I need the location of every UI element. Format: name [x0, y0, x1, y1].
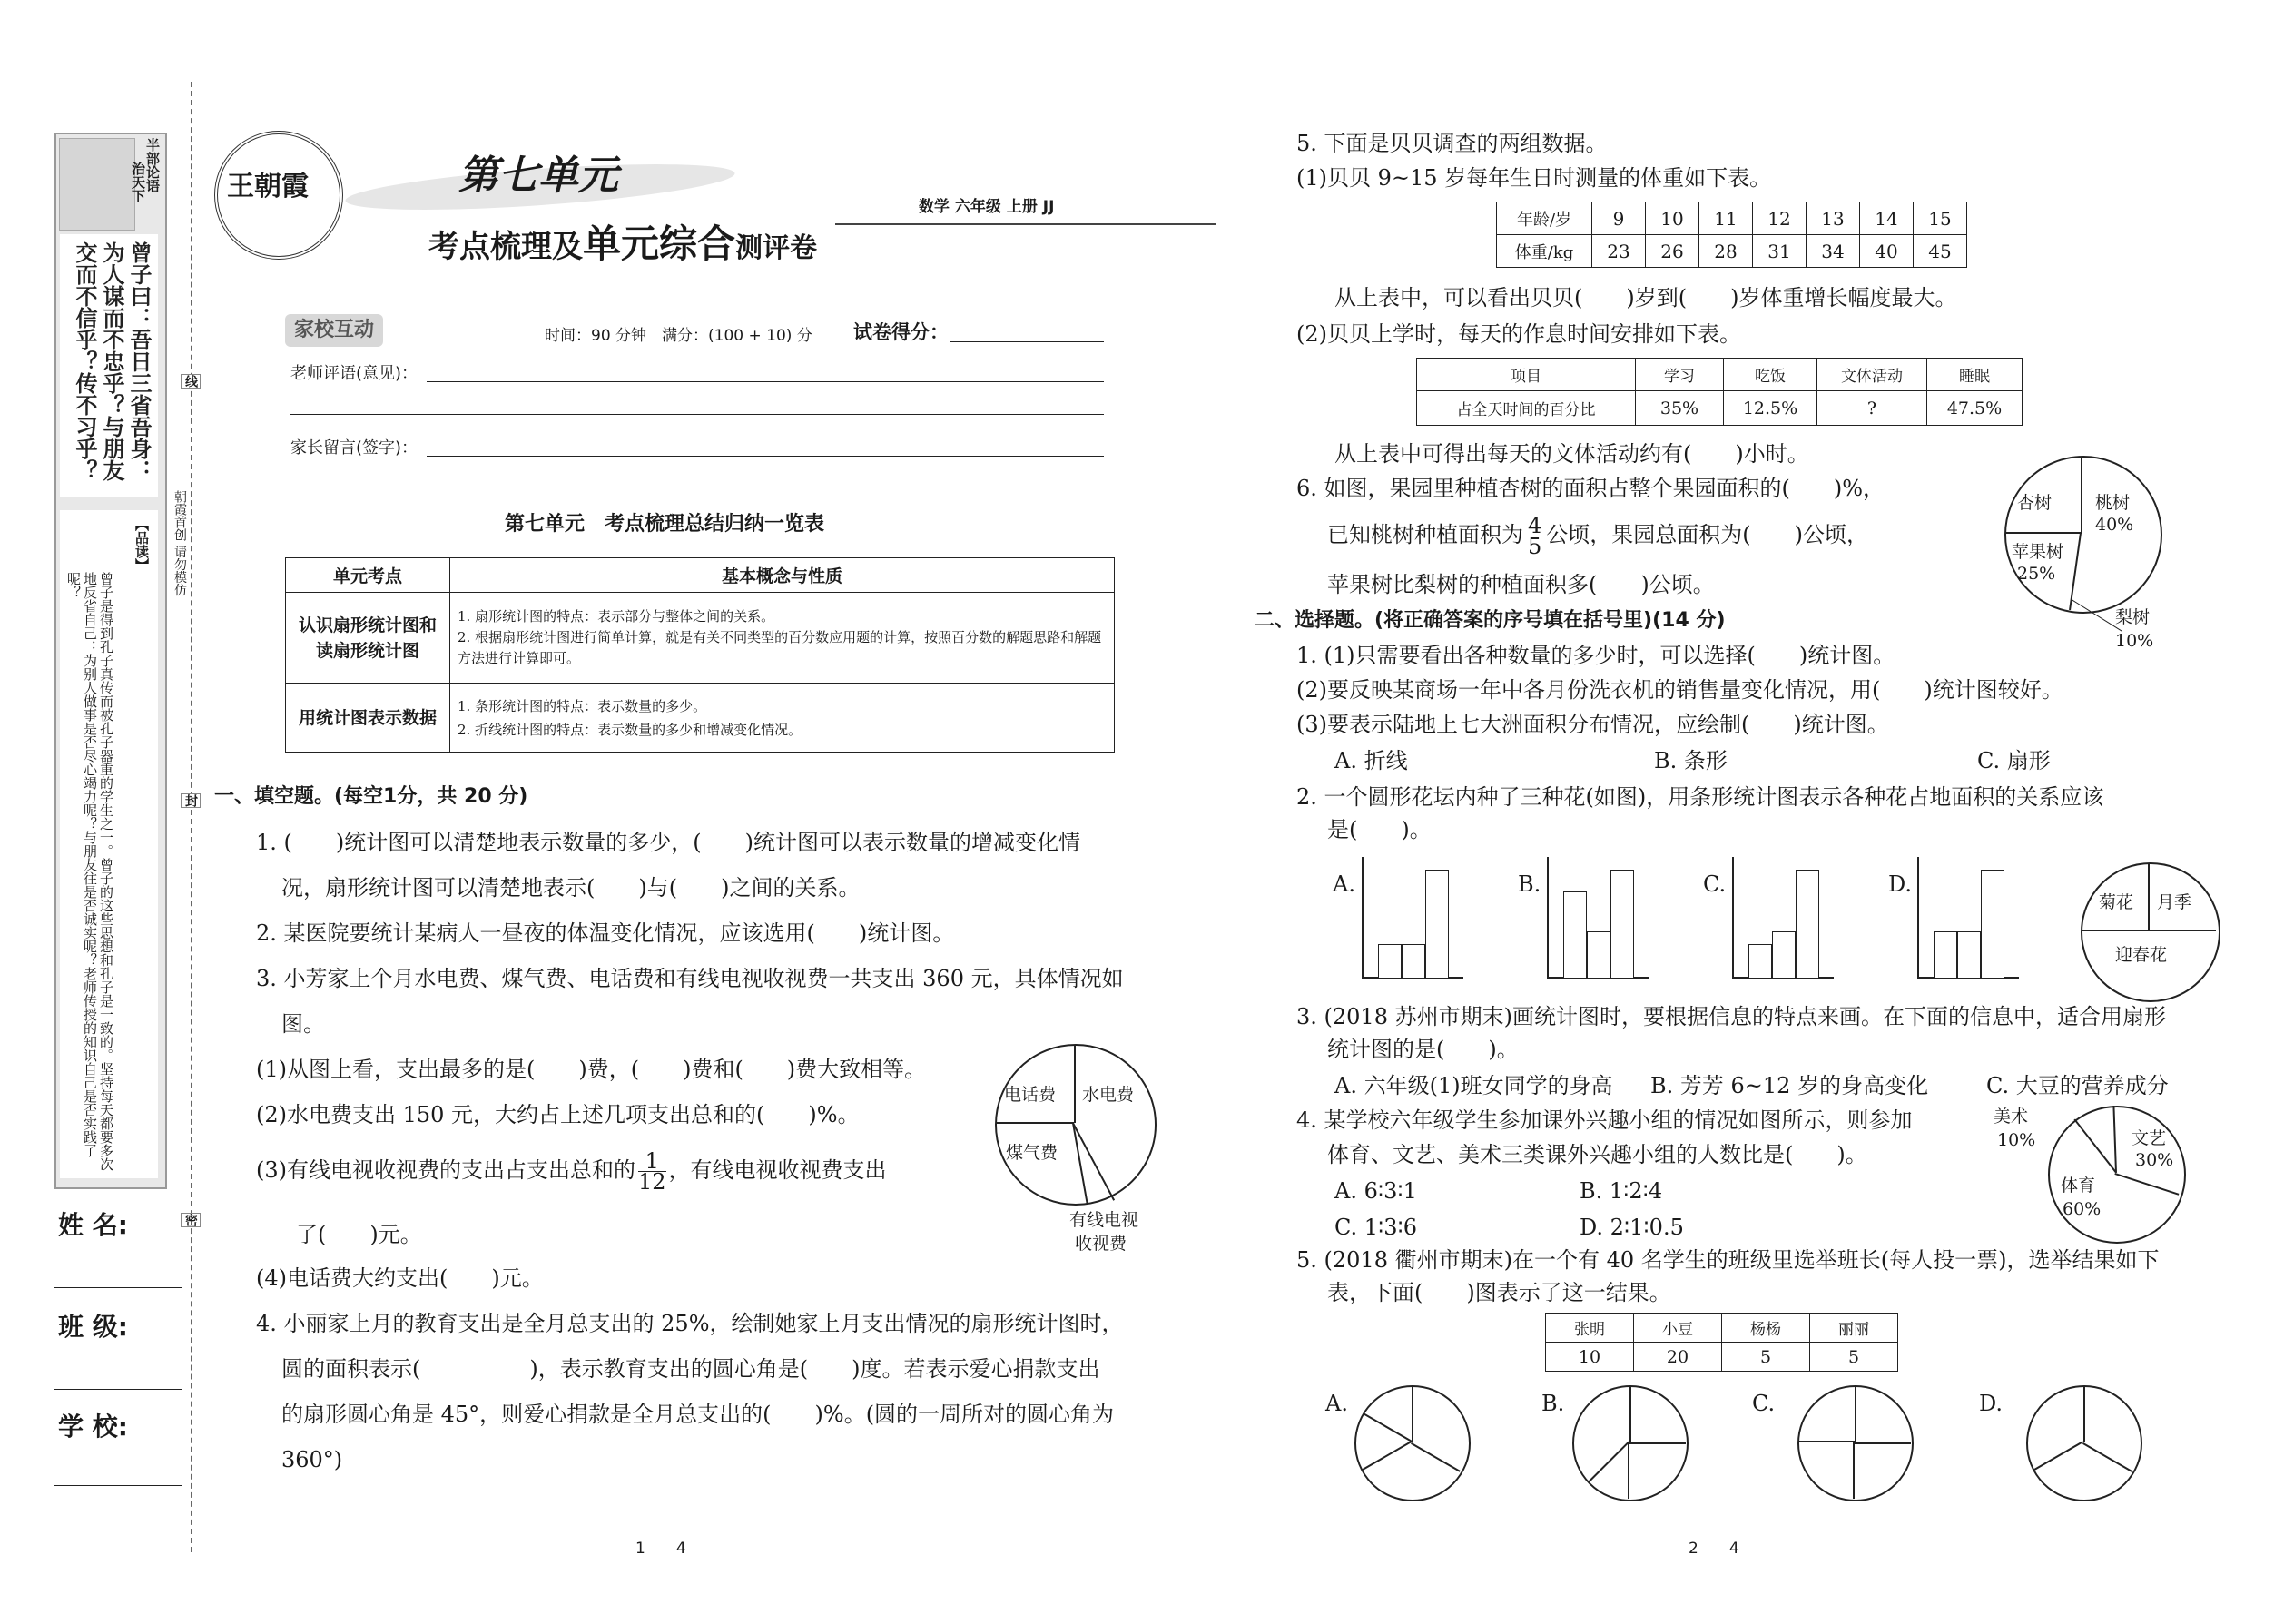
q4-line-2: 圆的面积表示( )，表示教育支出的圆心角是( )度。若表示爱心捐款支出 — [281, 1356, 1100, 1382]
teacher-comment-label: 老师评语(意见)： — [290, 364, 418, 383]
weight-cell: 45 — [1914, 235, 1967, 268]
schedule-header: 项目 — [1417, 359, 1636, 391]
q6-pie-label-pear-pct: 10% — [2115, 631, 2154, 651]
score-label: 试卷得分： — [853, 321, 949, 343]
c2-label-c: C. — [1703, 871, 1727, 897]
c5-line-2: 表，下面( )图表示了这一结果。 — [1327, 1280, 1671, 1305]
q3-pie-label-water: 水电费 — [1082, 1085, 1135, 1105]
q4-line-4: 360°) — [281, 1447, 343, 1472]
schedule-header: 睡眠 — [1927, 359, 2023, 391]
unit-title: 第七单元 — [458, 153, 618, 199]
schedule-value: 12.5% — [1724, 391, 1817, 426]
c2-chart-bar — [1957, 931, 1981, 979]
vote-count: 5 — [1810, 1343, 1898, 1372]
c5-pie-divider — [2083, 1386, 2085, 1442]
summary-item-1-2: 2. 根据扇形统计图进行简单计算，就是有关不同类型的百分数应用题的计算，按照百分数的解题思路和解题方法进行计算即可。 — [458, 629, 1102, 666]
q5-part-2-answer: 从上表中可得出每天的文体活动约有( )小时。 — [1334, 441, 1809, 467]
c2-chart-bar — [1748, 944, 1772, 979]
q3-part-3 — [256, 1146, 887, 1195]
q6-line-2-b: 公顷，果园总面积为( )公顷， — [1546, 522, 1869, 547]
q5-part-1: (1)贝贝 9~15 岁每年生日时测量的体重如下表。 — [1296, 165, 1772, 191]
summary-cell-2 — [450, 684, 1115, 753]
summary-table — [285, 557, 1115, 753]
age-cell: 13 — [1807, 202, 1860, 235]
c2-pie-chart — [2081, 862, 2220, 1002]
schedule-value: 35% — [1636, 391, 1724, 426]
c2-line-2: 是( )。 — [1327, 817, 1432, 842]
c4-pie-label-art-pct: 10% — [1997, 1130, 2036, 1150]
schedule-header: 文体活动 — [1817, 359, 1927, 391]
q3-pie-label-cable-1: 有线电视 — [1069, 1210, 1139, 1230]
vote-name: 杨杨 — [1722, 1314, 1810, 1343]
q3-pie-label-gas: 煤气费 — [1006, 1143, 1058, 1163]
c2-chart-bar — [1378, 944, 1402, 979]
c4-pie-label-arts: 文艺 — [2132, 1128, 2167, 1148]
c3-option-b: B. 芳芳 6~12 岁的身高变化 — [1650, 1073, 1929, 1098]
schedule-value: ? — [1817, 391, 1927, 426]
q3-pie-divider-v — [1074, 1045, 1076, 1123]
c2-pie-label-jasmine: 迎春花 — [2115, 945, 2168, 965]
c4-option-a: A. 6∶3∶1 — [1334, 1178, 1417, 1204]
score-field[interactable] — [950, 341, 1104, 342]
c2-pie-label-rose: 月季 — [2157, 892, 2192, 912]
subtitle-a: 考点梳理及 — [428, 229, 583, 265]
c2-label-d: D. — [1888, 871, 1913, 897]
parent-comment-label: 家长留言(签字)： — [290, 438, 418, 458]
summary-item-1-1: 1. 扇形统计图的特点：表示部分与整体之间的关系。 — [458, 608, 775, 625]
weight-cell: 34 — [1807, 235, 1860, 268]
header-tag-line — [835, 223, 1216, 225]
grade-tag: 数学 六年级 上册 JJ — [919, 198, 1055, 216]
c4-option-c: C. 1∶3∶6 — [1334, 1215, 1418, 1240]
q6-pie-label-apricot: 杏树 — [2017, 493, 2053, 513]
q6-pie-label-apple-pct: 25% — [2017, 564, 2056, 584]
q3-part-2: (2)水电费支出 150 元，大约占上述几项支出总和的( )%。 — [256, 1102, 860, 1127]
q6-pie-label-peach-pct: 40% — [2095, 515, 2134, 535]
q3-part-3-b: ，有线电视收视费支出 — [668, 1157, 887, 1183]
c5-pie-divider — [1798, 1441, 1855, 1442]
weight-table — [1496, 202, 1967, 268]
schedule-header: 学习 — [1636, 359, 1724, 391]
c1-part-3: (3)要表示陆地上七大洲面积分布情况，应绘制( )统计图。 — [1296, 712, 1889, 737]
cut-mark-3: 密 — [181, 1213, 201, 1227]
c1-option-c: C. 扇形 — [1977, 748, 2051, 773]
name-field[interactable] — [54, 1287, 182, 1288]
q5-part-2: (2)贝贝上学时，每天的作息时间安排如下表。 — [1296, 321, 1741, 347]
c2-chart-bar — [1610, 870, 1634, 979]
time-info: 时间：90 分钟 满分：(100 + 10) 分 — [545, 327, 812, 345]
sidebar-reading-label: 【品读】 — [133, 517, 150, 572]
c2-label-b: B. — [1518, 871, 1541, 897]
summary-cell-1 — [450, 593, 1115, 684]
q4-line-3: 的扇形圆心角是 45°，则爱心捐款是全月总支出的( )%。(圆的一周所对的圆心角为 — [281, 1402, 1115, 1427]
c5-pie-divider — [1855, 1386, 1856, 1442]
school-field[interactable] — [54, 1485, 182, 1486]
schedule-table — [1416, 358, 2023, 426]
footer-left: 1 4 — [635, 1540, 686, 1558]
q6-pie-label-pear: 梨树 — [2115, 607, 2151, 627]
q3-part-1: (1)从图上看，支出最多的是( )费，( )费和( )费大致相等。 — [256, 1057, 927, 1082]
c4-option-d: D. 2∶1∶0.5 — [1580, 1215, 1684, 1240]
sidebar-seal-2: 治天下 — [130, 162, 146, 202]
q6-line-2-a: 已知桃树种植面积为 — [1327, 522, 1523, 547]
c5-pie-divider — [1629, 1386, 1631, 1442]
q6-pie-divider-v — [2081, 457, 2082, 533]
c2-chart-bar — [1772, 931, 1796, 979]
c2-pie-label-chrysanthemum: 菊花 — [2099, 892, 2134, 912]
c4-pie-label-sports-pct: 60% — [2063, 1199, 2102, 1219]
q3-pie-label-cable-2: 收视费 — [1075, 1234, 1127, 1254]
c2-chart-bar — [1587, 931, 1610, 979]
dashed-margin-line — [191, 82, 192, 1552]
summary-title: 第七单元 考点梳理总结归纳一览表 — [505, 513, 825, 536]
c5-pie-divider — [1628, 1442, 1629, 1499]
parent-comment-line[interactable] — [427, 456, 1104, 457]
teacher-comment-line-2[interactable] — [290, 414, 1104, 415]
home-school-badge: 家校互动 — [285, 314, 383, 347]
vote-name: 丽丽 — [1810, 1314, 1898, 1343]
subtitle-c: 测评卷 — [735, 232, 818, 264]
fraction-numerator: 4 — [1528, 513, 1542, 538]
vote-count: 20 — [1634, 1343, 1722, 1372]
c3-option-a: A. 六年级(1)班女同学的身高 — [1334, 1073, 1613, 1098]
q1-line-2: 况，扇形统计图可以清楚地表示( )与( )之间的关系。 — [281, 875, 861, 901]
c3-line-1: 3. (2018 苏州市期末)画统计图时，要根据信息的特点来画。在下面的信息中，适合用扇形 — [1296, 1004, 2166, 1029]
q3-line-1: 3. 小芳家上个月水电费、煤气费、电话费和有线电视收视费一共支出 360 元，具体情况如 — [256, 966, 1124, 991]
weight-cell: 28 — [1699, 235, 1753, 268]
vote-table — [1545, 1313, 1898, 1372]
q3-part-3-c: 了( )元。 — [296, 1222, 422, 1247]
school-label: 学 校: — [58, 1412, 128, 1442]
section1-heading: 一、填空题。(每空1分，共 20 分) — [214, 785, 528, 808]
sidebar-portrait — [59, 138, 135, 231]
q6-line-3: 苹果树比梨树的种植面积多( )公顷。 — [1327, 572, 1715, 597]
vote-count: 5 — [1722, 1343, 1810, 1372]
c2-pie-divider-v — [2148, 863, 2150, 930]
schedule-row-label: 占全天时间的百分比 — [1417, 391, 1636, 426]
q1-line-1: 1. ( )统计图可以清楚地表示数量的多少，( )统计图可以表示数量的增减变化情 — [256, 830, 1080, 855]
q3-part-4: (4)电话费大约支出( )元。 — [256, 1265, 544, 1291]
q6-pie-label-apple: 苹果树 — [2012, 542, 2064, 562]
c5-label-a: A. — [1325, 1391, 1348, 1416]
sidebar-quote: 曾子曰：吾日三省吾身：为人谋而不忠乎？与朋友交而不信乎？传不习乎？ — [72, 241, 152, 481]
c5-pie-divider — [1629, 1442, 1686, 1444]
class-label: 班 级: — [58, 1312, 128, 1342]
q5-intro: 5. 下面是贝贝调查的两组数据。 — [1296, 131, 1608, 156]
c4-line-1: 4. 某学校六年级学生参加课外兴趣小组的情况如图所示，则参加 — [1296, 1107, 1913, 1133]
summary-item-2-2: 2. 折线统计图的特点：表示数量的多少和增减变化情况。 — [458, 721, 802, 738]
c2-chart-bar — [1402, 944, 1425, 979]
sidebar-side-note: 朝霞首创 请勿模仿 — [172, 490, 187, 596]
q6-pie-chart — [2004, 456, 2162, 614]
c5-pie-divider — [1855, 1442, 1911, 1444]
summary-topic-1: 认识扇形统计图和读扇形统计图 — [286, 593, 450, 684]
c1-part-1: 1. (1)只需要看出各种数量的多少时，可以选择( )统计图。 — [1296, 643, 1895, 668]
c4-option-b: B. 1∶2∶4 — [1580, 1178, 1663, 1204]
c2-chart-bar — [1934, 931, 1957, 979]
c5-pie-divider — [1412, 1386, 1413, 1442]
section2-heading: 二、选择题。(将正确答案的序号填在括号里)(14 分) — [1255, 609, 1726, 632]
age-cell: 10 — [1646, 202, 1699, 235]
q6-pie-divider-h — [2005, 532, 2082, 534]
c2-chart-bar — [1981, 870, 2004, 979]
c4-pie-label-sports: 体育 — [2061, 1176, 2096, 1196]
sidebar-seal-1: 半部论语 — [144, 138, 161, 192]
q2: 2. 某医院要统计某病人一昼夜的体温变化情况，应该选用( )统计图。 — [256, 920, 955, 946]
schedule-header: 吃饭 — [1724, 359, 1817, 391]
q6-line-2 — [1327, 510, 1868, 559]
fraction-numerator: 1 — [638, 1151, 666, 1172]
age-cell: 14 — [1860, 202, 1914, 235]
c2-chart-bar — [1796, 870, 1819, 979]
summary-col1: 单元考点 — [286, 558, 450, 593]
brand-name: 王朝霞 — [227, 171, 309, 202]
fraction-denominator: 5 — [1528, 534, 1542, 559]
q3-part-3-a: (3)有线电视收视费的支出占支出总和的 — [256, 1157, 635, 1183]
weight-row1-label: 年龄/岁 — [1497, 202, 1592, 235]
q3-pie-chart — [995, 1044, 1157, 1206]
schedule-value: 47.5% — [1927, 391, 2023, 426]
c5-label-c: C. — [1752, 1391, 1776, 1416]
c2-chart-bar — [1425, 870, 1449, 979]
c4-pie-label-art: 美术 — [1994, 1107, 2029, 1127]
vote-count: 10 — [1546, 1343, 1634, 1372]
weight-cell: 40 — [1860, 235, 1914, 268]
c5-label-b: B. — [1541, 1391, 1565, 1416]
weight-cell: 26 — [1646, 235, 1699, 268]
summary-col2: 基本概念与性质 — [450, 558, 1115, 593]
age-cell: 15 — [1914, 202, 1967, 235]
vote-name: 小豆 — [1634, 1314, 1722, 1343]
vote-name: 张明 — [1546, 1314, 1634, 1343]
q3-pie-label-phone: 电话费 — [1004, 1085, 1057, 1105]
subtitle-b: 单元综合 — [583, 221, 736, 266]
q4-line-1: 4. 小丽家上月的教育支出是全月总支出的 25%，绘制她家上月支出情况的扇形统计图时， — [256, 1311, 1124, 1336]
subtitle — [428, 214, 817, 269]
summary-item-2-1: 1. 条形统计图的特点：表示数量的多少。 — [458, 697, 707, 714]
class-field[interactable] — [54, 1389, 182, 1390]
c2-label-a: A. — [1333, 871, 1355, 897]
age-cell: 12 — [1753, 202, 1807, 235]
c3-line-2: 统计图的是( )。 — [1327, 1037, 1519, 1062]
c5-pie-divider — [1853, 1442, 1855, 1499]
summary-topic-2: 用统计图表示数据 — [286, 684, 450, 753]
fraction-four-fifths — [1526, 513, 1543, 559]
weight-cell: 31 — [1753, 235, 1807, 268]
c2-chart-bar — [1563, 891, 1587, 979]
age-cell: 11 — [1699, 202, 1753, 235]
c4-line-2: 体育、文艺、美术三类课外兴趣小组的人数比是( )。 — [1327, 1142, 1867, 1167]
c1-option-a: A. 折线 — [1334, 748, 1408, 773]
name-label: 姓 名: — [58, 1210, 128, 1240]
c1-part-2: (2)要反映某商场一年中各月份洗衣机的销售量变化情况，用( )统计图较好。 — [1296, 677, 2063, 703]
cut-mark-2: 封 — [181, 793, 201, 808]
fraction-one-twelfth — [638, 1148, 666, 1195]
c4-pie-label-arts-pct: 30% — [2135, 1150, 2174, 1170]
c2-line-1: 2. 一个圆形花坛内种了三种花(如图)，用条形统计图表示各种花占地面积的关系应该 — [1296, 784, 2104, 810]
c3-option-c: C. 大豆的营养成分 — [1986, 1073, 2169, 1098]
sidebar-reading-text: 曾子是得到孔子真传而被孔子器重的学生之一。曾子的这些思想和孔子是一致的。坚持每天都要多次地反省自己：为别人做事是否尽心竭力呢？与朋友往是否诚实呢？老师传授的知识自己是否实践了呢？ — [65, 572, 114, 1171]
cut-mark-1: 线 — [181, 374, 201, 389]
q6-line-1: 6. 如图，果园里种植杏树的面积占整个果园面积的( )%， — [1296, 476, 1885, 501]
q6-pie-label-peach: 桃树 — [2095, 493, 2131, 513]
weight-cell: 23 — [1592, 235, 1646, 268]
age-cell: 9 — [1592, 202, 1646, 235]
q3-line-2: 图。 — [281, 1011, 325, 1037]
footer-right: 2 4 — [1689, 1540, 1739, 1558]
c1-option-b: B. 条形 — [1654, 748, 1728, 773]
weight-row2-label: 体重/kg — [1497, 235, 1592, 268]
fraction-denominator: 12 — [638, 1169, 666, 1195]
c5-line-1: 5. (2018 衢州市期末)在一个有 40 名学生的班级里选举班长(每人投一票)，选举结果如下 — [1296, 1247, 2160, 1273]
q5-part-1-answer: 从上表中，可以看出贝贝( )岁到( )岁体重增长幅度最大。 — [1334, 285, 1957, 310]
teacher-comment-line-1[interactable] — [427, 381, 1104, 382]
q3-pie-divider-h — [996, 1122, 1074, 1124]
c5-label-d: D. — [1979, 1391, 2004, 1416]
